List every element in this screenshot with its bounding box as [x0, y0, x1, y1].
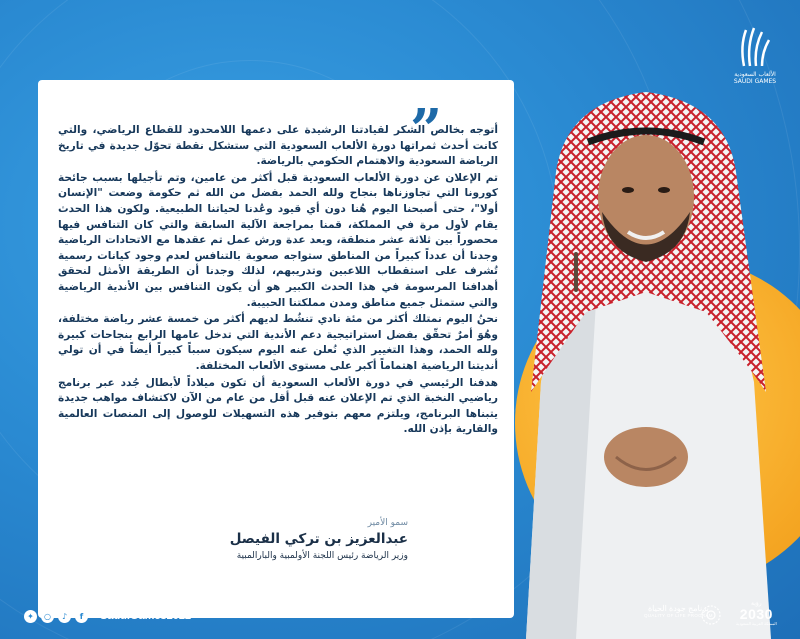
quote-paragraph: أتوجه بخالص الشكر لقيادتنا الرشيدة على دعمها اللامحدود للقطاع الرياضي، والتي كانت أحدث ثمراتها دورة الألعاب السعودية التي ستشكل نقطة تحوّل جديدة في تاريخ الرياضة السعودية والاهتمام الحكومي بالرياضة. — [58, 124, 498, 168]
logo-name-en: SAUDI GAMES — [733, 78, 777, 85]
saudi-games-logo-icon — [722, 26, 788, 86]
vision-country: المملكة العربية السعودية — [736, 621, 777, 626]
quote-paragraph: هدفنا الرئيسي في دورة الألعاب السعودية أن تكون ميلاداً لأبطال جُدد عبر برنامج رياضيي النخبة الذي تم الإعلان عنه قبل أقل من عام من الآن لاكتشاف مواهب جديدة يتبناها البرنامج، ويلتزم معهم بتوفير هذه التسهيلات للوصول إلى المنصات العالمية والقارية بإذن الله. — [58, 376, 498, 436]
vision-label: رؤية — [751, 601, 762, 607]
tiktok-icon[interactable]: ♪ — [58, 610, 71, 623]
twitter-icon[interactable]: ✦ — [24, 610, 37, 623]
signature — [108, 518, 408, 561]
signature-title: سمو الأمير — [367, 518, 408, 528]
signature-role: وزير الرياضة رئيس اللجنة الأولمبية والبارالمبية — [236, 551, 408, 561]
vision-year: 2030 — [739, 606, 773, 622]
quote-paragraph: تم الإعلان عن دورة الألعاب السعودية قبل أكثر من عامين، وتم تأجيلها بسبب جائحة كورونا التي تجاوزناها بنجاح ولله الحمد بفضل من الله ثم حكومة وضعت "الإنسان أولا"، حتى أصبحنا اليوم هُنا دون أي قيود وعُدنا لحياتنا الطبيعية. ولكون هذا الحدث يقام لأول مرة في المملكة، قمنا بمراجعة الآلية السابقة والتي كان التنافس فيها محصوراً بين ثلاثة عشر منطقة، وبعد عدة ورش عمل تم عقدها مع الاتحادات الرياضية وجدنا أن عدداً كبيراً من المناطق ستواجه صعوبة بالتنافس لعدم وجود كيانات رسمية تُشرف على استقطاب اللاعبين وتدريبهم، لذلك وجدنا أن الطريقة الأمثل لنحقق أهدافنا المرسومة في هذا الحدث الكبير هو أن يكون التنافس بين الأندية الرياضية والتي ستمثل جميع مناطق ومدن مملكتنا الحبيبة. — [58, 171, 498, 309]
social-handle[interactable]: SaudiGames2022 — [100, 610, 192, 622]
portrait-photo — [496, 62, 800, 639]
qol-emblem-icon — [700, 604, 722, 626]
logo-name-ar: الألعاب السعودية — [734, 71, 776, 78]
saudi-games-logo — [722, 26, 788, 86]
quote-mark-icon: ” — [410, 97, 443, 163]
qol-label-ar: برنامج جودة الحياة — [647, 604, 709, 613]
social-icons — [24, 610, 88, 623]
quote-body — [58, 123, 498, 438]
facebook-icon[interactable]: f — [75, 610, 88, 623]
quote-paragraph: نحنُ اليوم نمتلك أكثر من مئة نادي تنشُط لديهم أكثر من خمسة عشر رياضة مختلفة، وهُوَ أمرٌ تحقّق بفضل استراتيجية دعم الأندية التي تدخل عامها الرابع بنجاحات كبيرة ولله الحمد، وهذا التغيير الذي نُعلن عنه اليوم سيكون سبباً كبيراً أيضاً في أن تولي أنديتنا الرياضية اهتماماً أكبر على مستوى الألعاب المختلفة. — [58, 313, 498, 372]
vision-2030-logo — [736, 600, 777, 626]
qol-label-en: QUALITY OF LIFE PROGRAM — [644, 613, 713, 618]
instagram-icon[interactable]: ○ — [41, 610, 54, 623]
portrait-illustration — [496, 62, 800, 639]
signature-name: عبدالعزيز بن تركي الفيصل — [229, 531, 408, 547]
